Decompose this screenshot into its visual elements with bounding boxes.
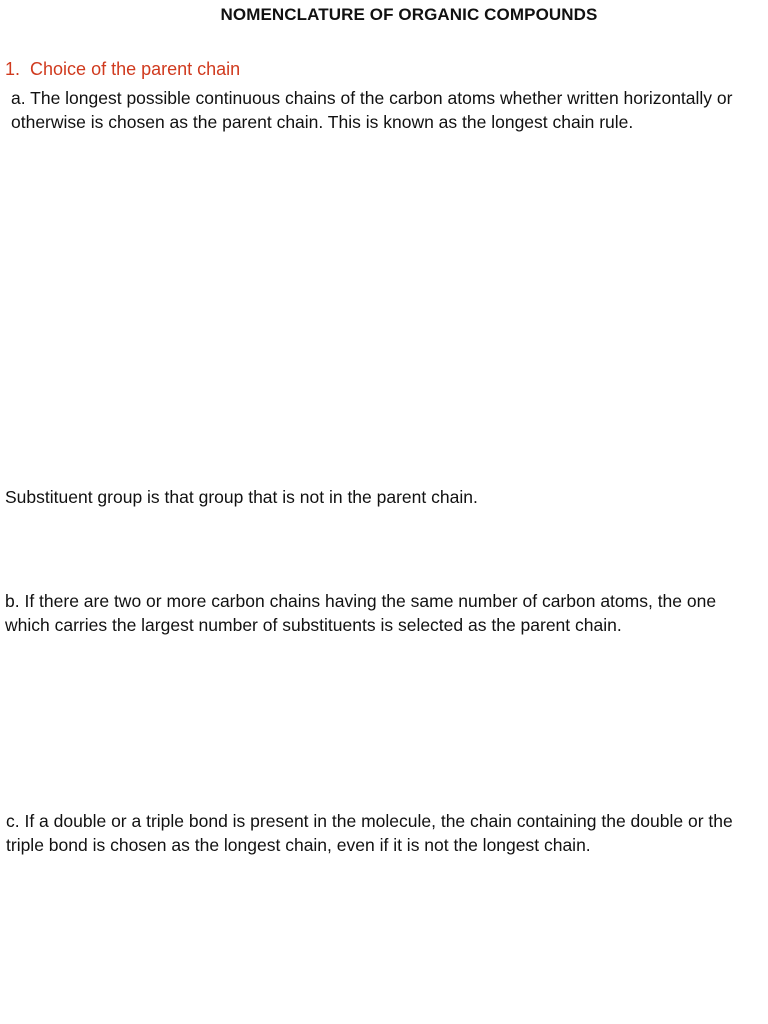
paragraph-b: b. If there are two or more carbon chains having the same number of carbon atoms, the one which carries the largest number of substituents is selected as the parent chain.: [5, 591, 717, 635]
page-title: NOMENCLATURE OF ORGANIC COMPOUNDS: [220, 5, 598, 24]
section-heading-text: Choice of the parent chain: [30, 59, 241, 79]
section-number: 1.: [5, 59, 21, 79]
paragraph-c: c. If a double or a triple bond is present in the molecule, the chain containing the double or the triple bond is chosen as the longest chain, even if it is not the longest chain.: [6, 811, 733, 855]
section-heading: [5, 59, 240, 80]
paragraph-substituent: Substituent group is that group that is not in the parent chain.: [5, 487, 478, 507]
paragraph-a: a. The longest possible continuous chains of the carbon atoms whether written horizontally or otherwise is chosen as the parent chain. This is known as the longest chain rule.: [11, 88, 733, 132]
